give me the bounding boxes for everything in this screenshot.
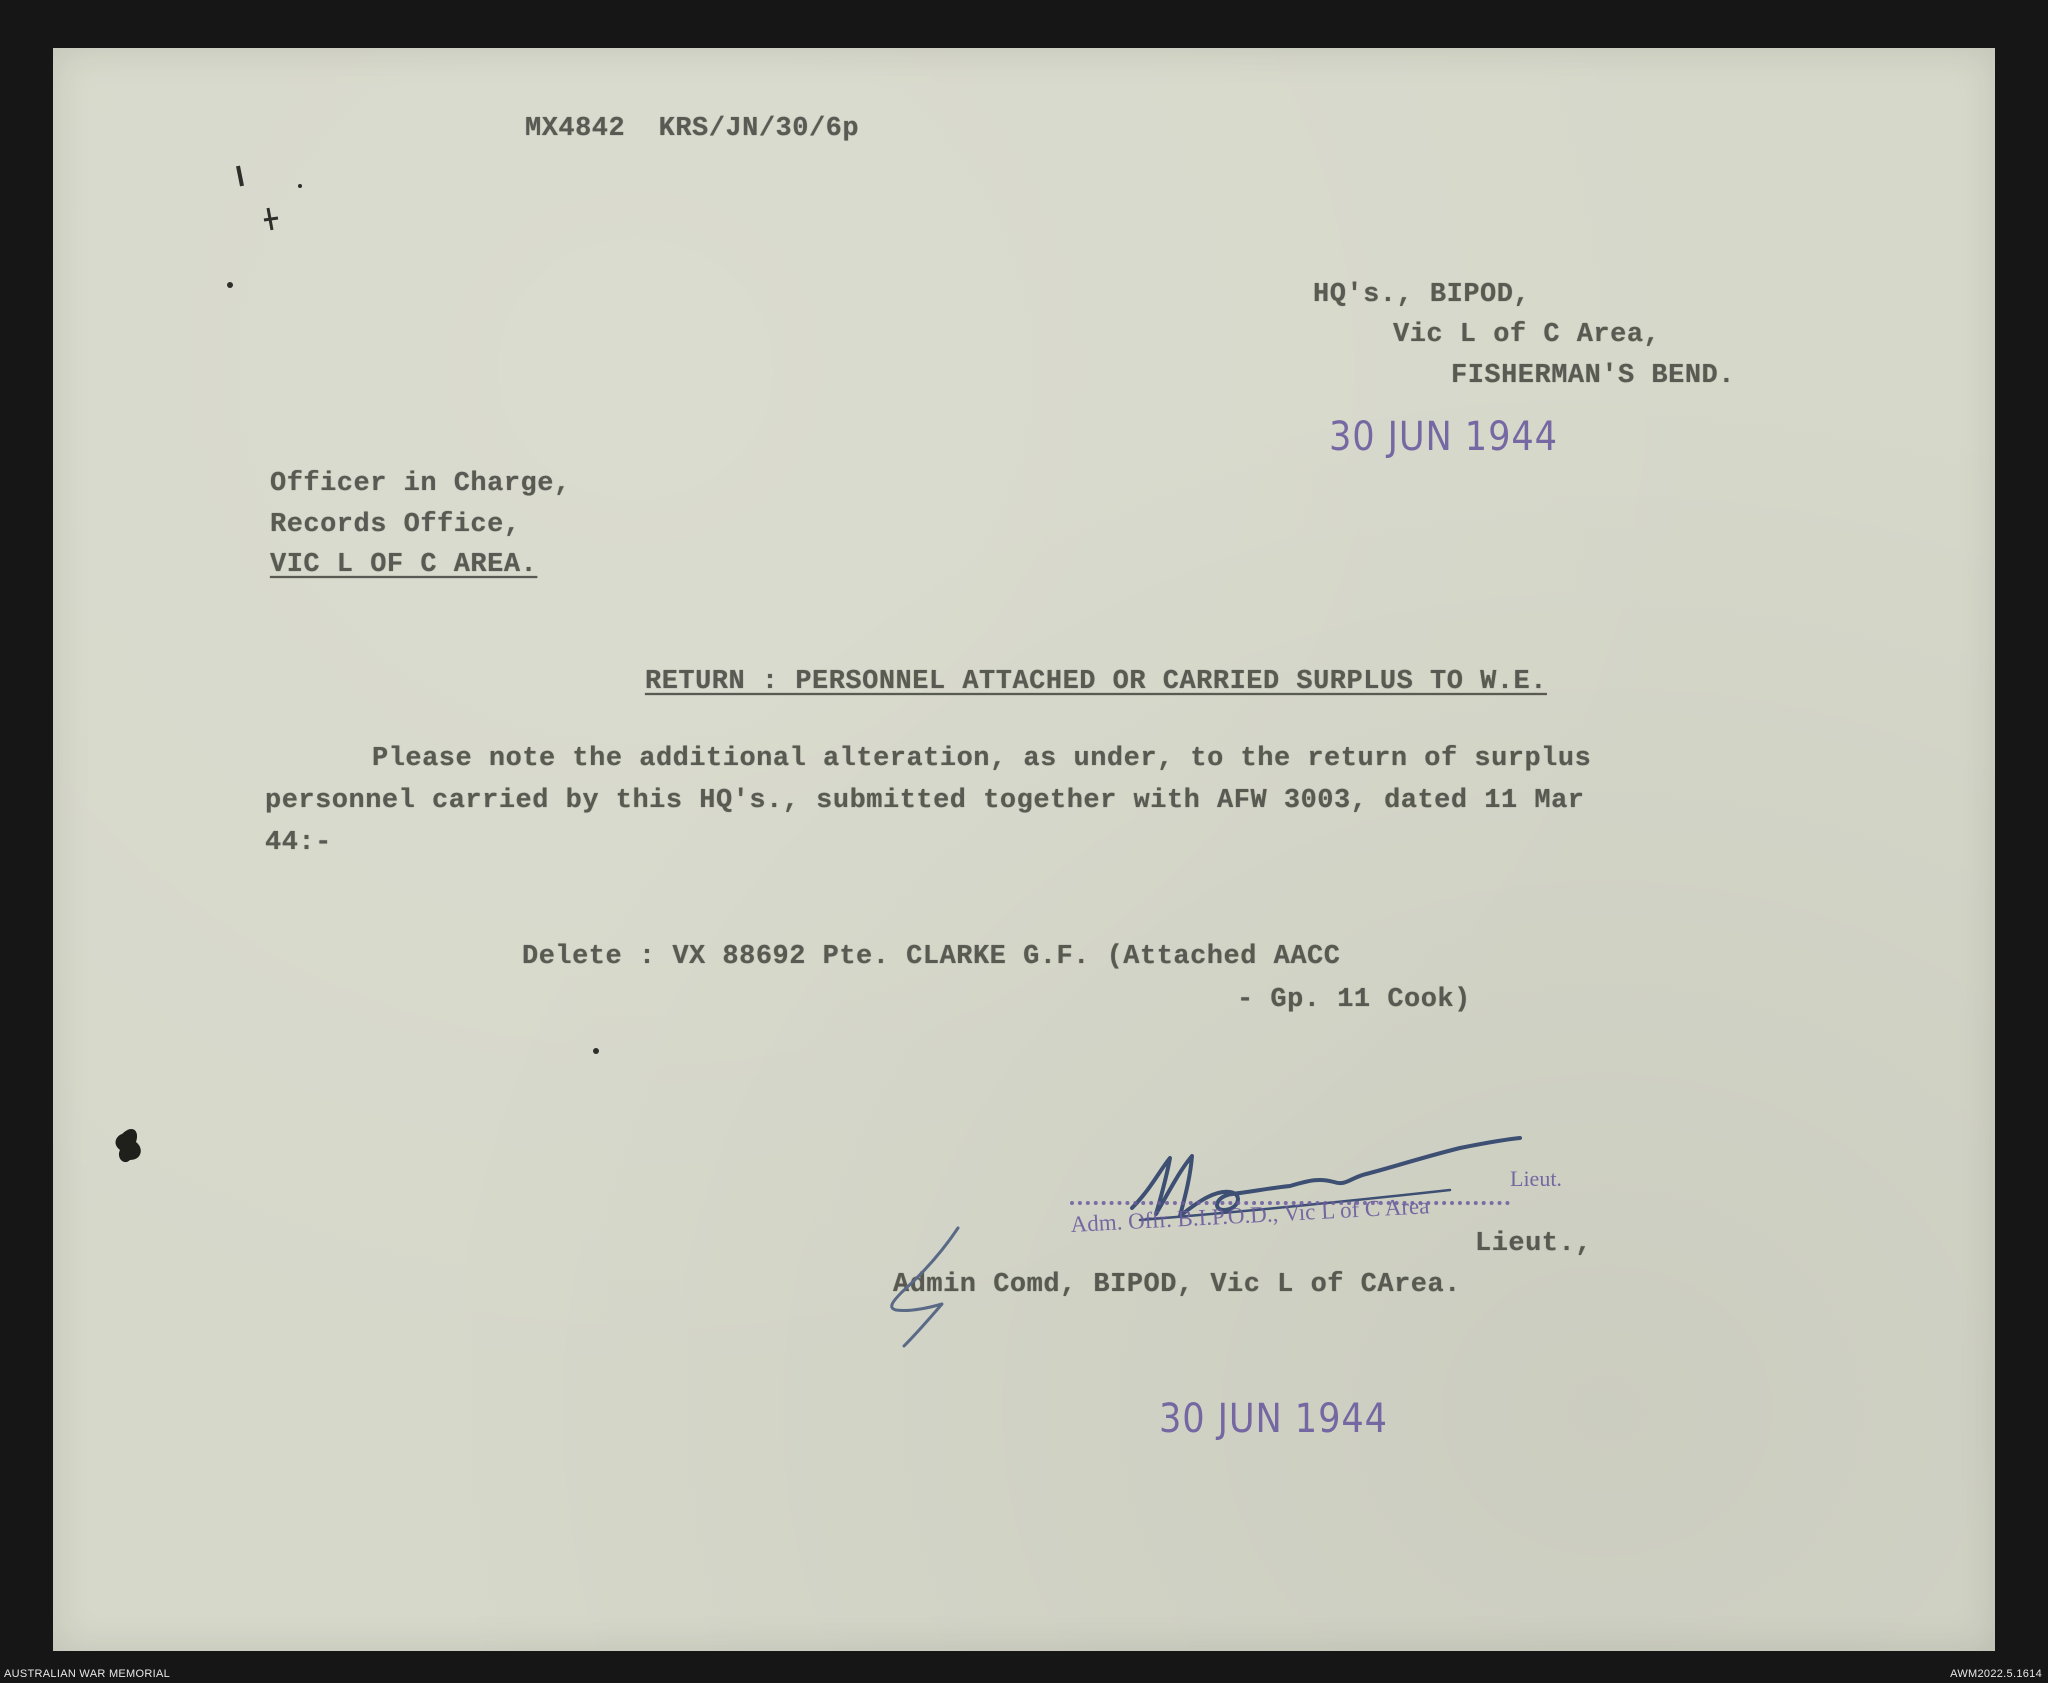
body-line-2: personnel carried by this HQ's., submitted together with AFW 3003, dated 11 Mar (265, 786, 1585, 816)
reference-number: MX4842 KRS/JN/30/6p (525, 114, 860, 144)
letter-paper (53, 48, 1995, 1651)
ink-specks (220, 160, 300, 300)
initials-signature (882, 1222, 972, 1352)
recipient-address-line-1: Officer in Charge, (270, 469, 571, 499)
recipient-address-line-3: VIC L OF C AREA. (270, 550, 538, 580)
date-stamp-top: 30 JUN 1944 (1329, 414, 1558, 460)
recipient-address-line-2: Records Office, (270, 510, 521, 540)
sender-address-line-1: HQ's., BIPOD, (1313, 280, 1531, 310)
stamp-title: Adm. Offr. B.I.P.O.D., Vic L of C Area (1070, 1193, 1430, 1237)
ink-blot (110, 1120, 170, 1180)
footer-accession-number: AWM2022.5.1614 (1950, 1668, 2042, 1680)
subject-line: RETURN : PERSONNEL ATTACHED OR CARRIED SURPLUS TO W.E. (645, 667, 1547, 697)
deletion-line-2: - Gp. 11 Cook) (1237, 985, 1471, 1015)
typed-rank: Lieut., (1475, 1229, 1592, 1259)
body-line-1: Please note the additional alteration, as under, to the return of surplus (372, 744, 1592, 774)
sender-address-line-2: Vic L of C Area, (1393, 320, 1661, 350)
ink-dot (592, 1047, 602, 1057)
typed-signature-block: Admin Comd, BIPOD, Vic L of CArea. (893, 1270, 1461, 1300)
body-line-3: 44:- (265, 828, 332, 858)
sender-address-line-3: FISHERMAN'S BEND. (1451, 361, 1735, 391)
footer-archive-name: AUSTRALIAN WAR MEMORIAL (4, 1668, 171, 1680)
stamp-rank: Lieut. (1510, 1166, 1562, 1191)
deletion-line-1: Delete : VX 88692 Pte. CLARKE G.F. (Attached AACC (522, 942, 1341, 972)
date-stamp-bottom: 30 JUN 1944 (1159, 1396, 1388, 1442)
